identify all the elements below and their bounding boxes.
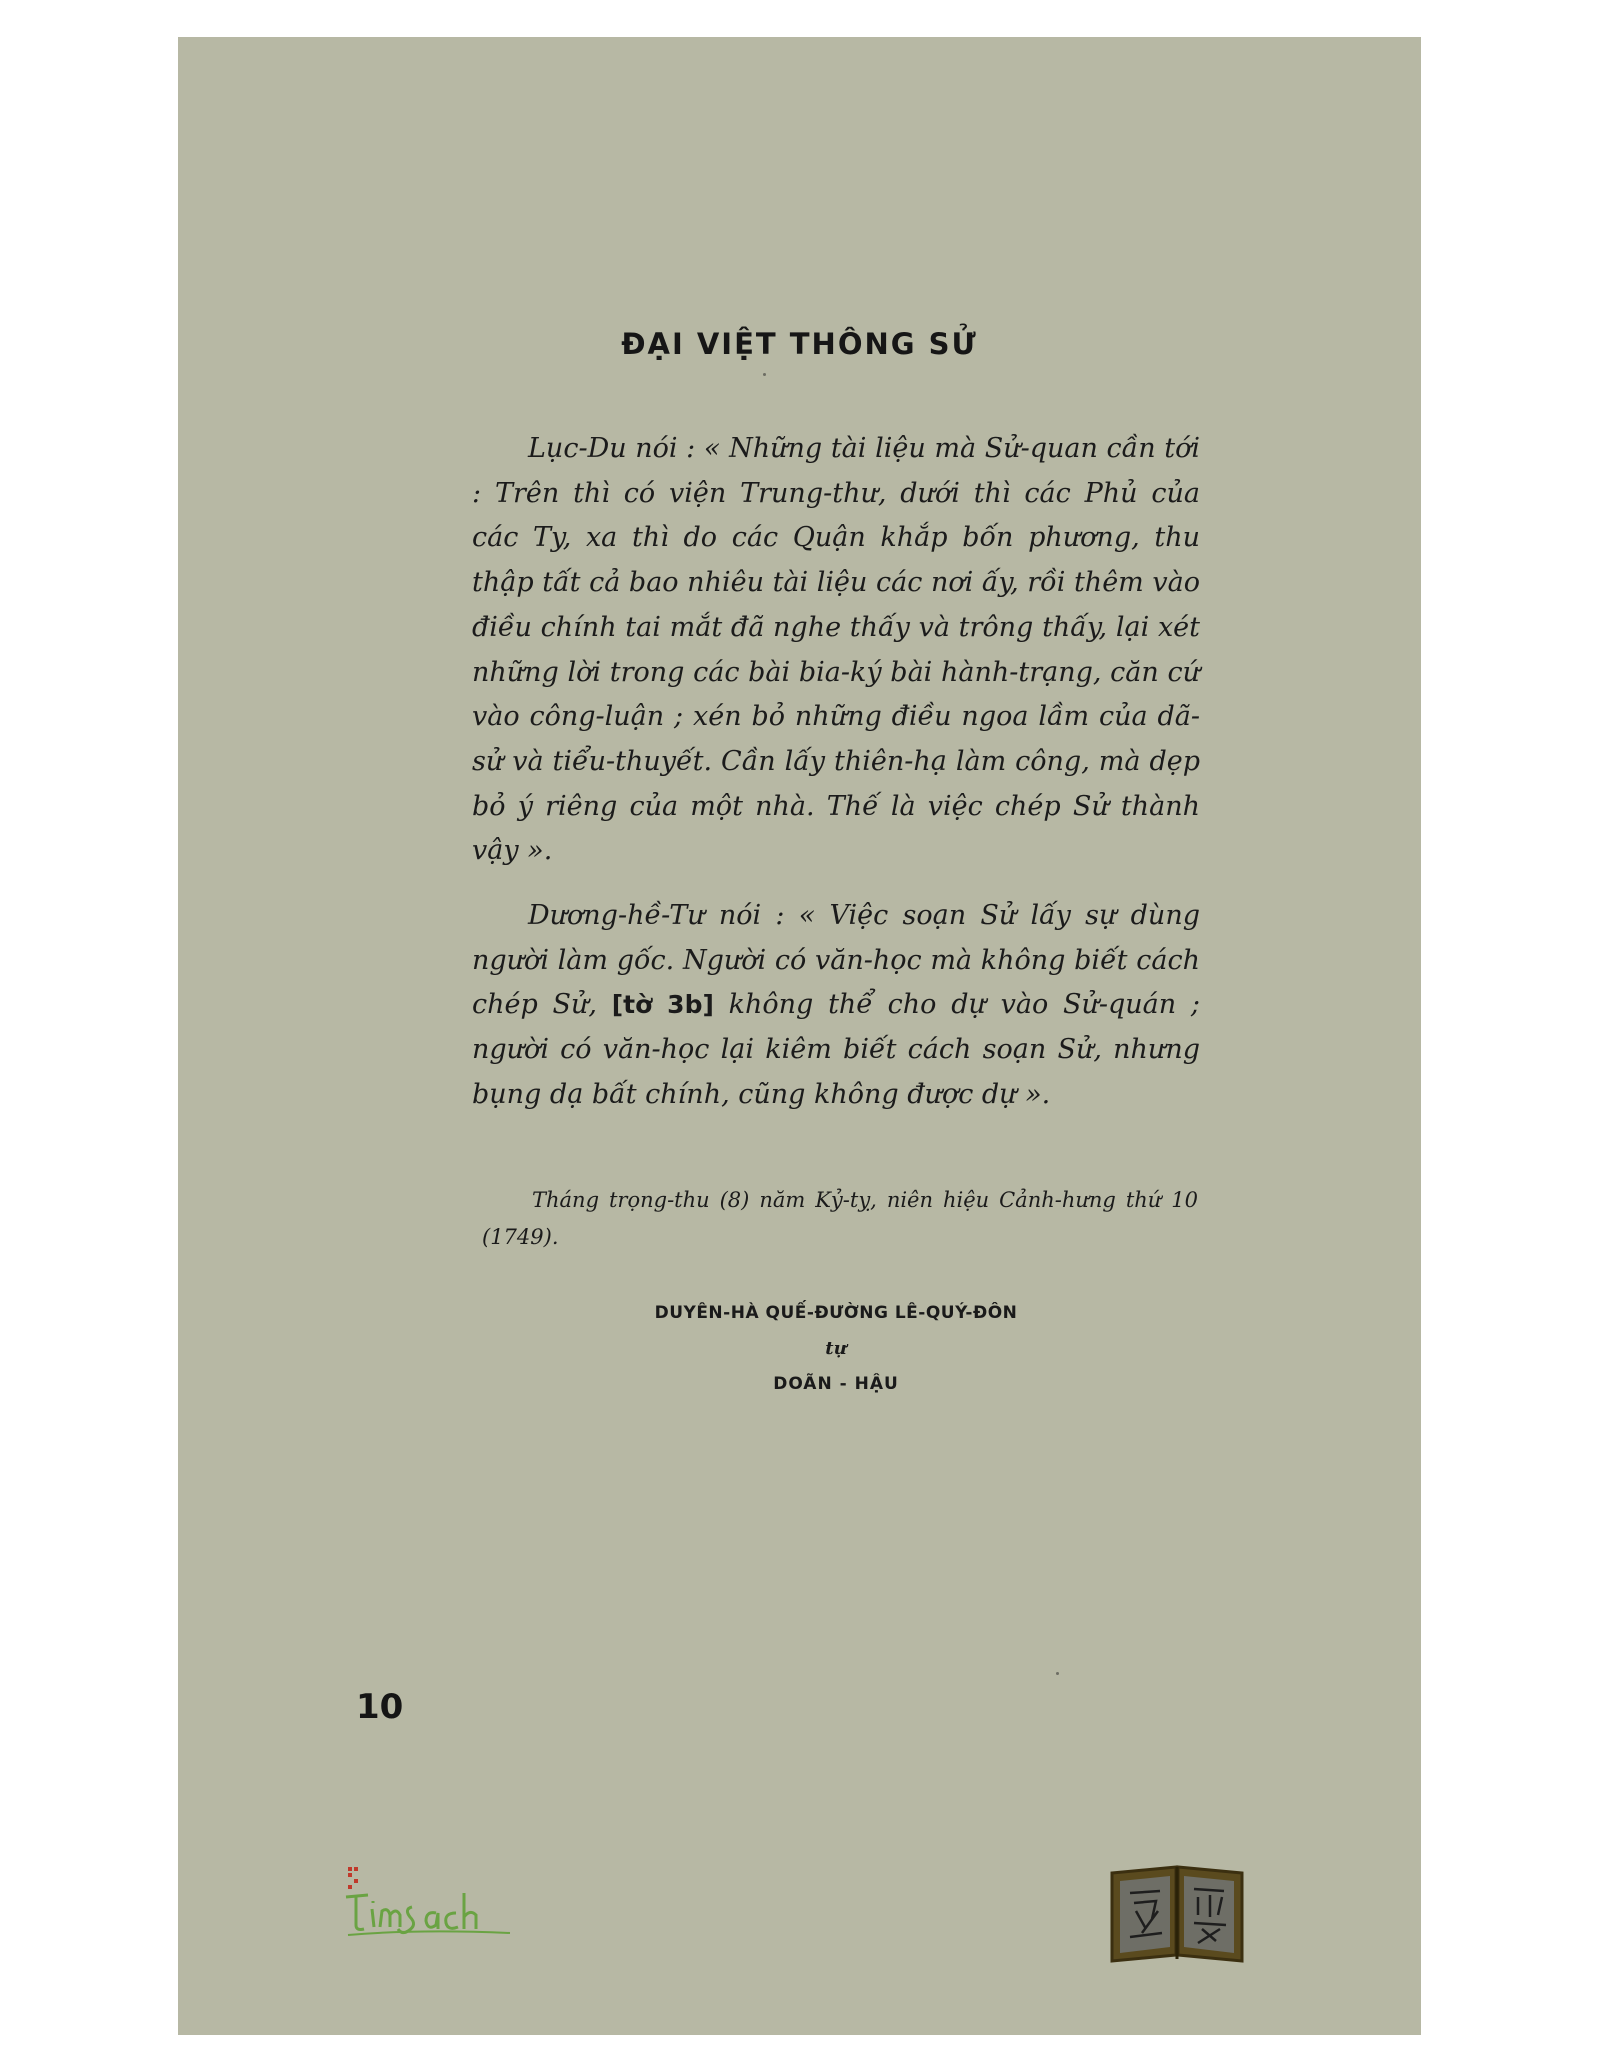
paragraph-text-after: không thể cho dự vào Sử-quán ; người có văn-học lại kiêm biết cách soạn Sử, nhưng bụng dạ bất chính, cũng không được dự ». [472,989,1200,1110]
translator-name: DOÃN - HẬU [773,1374,899,1394]
signature-tu: tự [825,1338,847,1359]
paper-speck [1056,1672,1059,1675]
dateline: Tháng trọng-thu (8) năm Kỷ-tỵ, niên hiệu Cảnh-hưng thứ 10 (1749). [482,1188,1198,1249]
page-number: 10 [356,1687,404,1727]
paragraph-text-before: Dương-hề-Tư nói : « Việc soạn Sử lấy sự dùng người làm gốc. Người có văn-học mà không biết cách chép Sử, [472,900,1200,1021]
book-page [178,37,1421,2035]
timsach-logo [338,1863,528,1943]
paragraph-duong-he-tu [472,894,1200,1118]
page-heading: ĐẠI VIỆT THÔNG SỬ [621,327,978,361]
author-signature: DUYÊN-HÀ QUẾ-ĐƯỜNG LÊ-QUÝ-ĐÔN [654,1303,1018,1323]
paragraph-luc-du: Lục-Du nói : « Những tài liệu mà Sử-quan cần tới : Trên thì có viện Trung-thư, dưới thì các Phủ của các Ty, xa thì do các Quận khắp bốn phương, thu thập tất cả bao nhiêu tài liệu các nơi ấy, rồi thêm vào điều chính tai mắt đã nghe thấy và trông thấy, lại xét những lời trong các bài bia-ký bài hành-trạng, căn cứ vào công-luận ; xén bỏ những điều ngoa lầm của dã-sử và tiểu-thuyết. Cần lấy thiên-hạ làm công, mà dẹp bỏ ý riêng của một nhà. Thế là việc chép Sử thành vậy ». [472,433,1200,867]
folio-reference: [tờ 3b] [611,990,714,1020]
paper-speck [763,373,766,376]
open-book-icon [1106,1859,1248,1969]
